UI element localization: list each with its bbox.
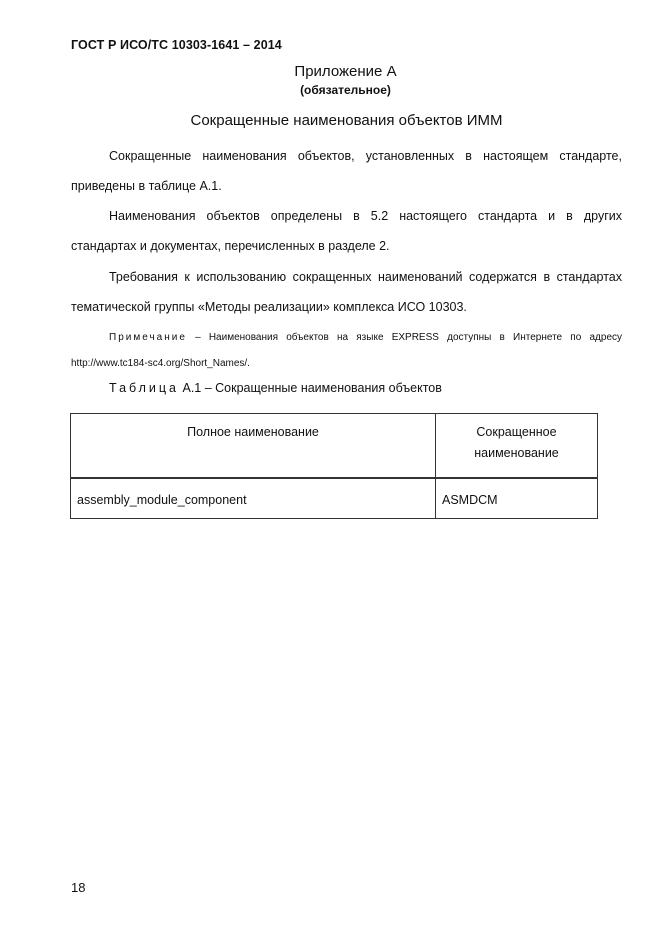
table-caption-text: А.1 – Сокращенные наименования объектов xyxy=(182,381,442,395)
table-header-row xyxy=(71,414,598,479)
appendix-subtitle: (обязательное) xyxy=(300,83,391,97)
note-label: Примечание xyxy=(109,332,187,343)
paragraph-2-text: Наименования объектов определены в 5.2 настоящего стандарта и в других стандартах и документах, перечисленных в разделе 2. xyxy=(71,209,622,253)
paragraph-3-text: Требования к использованию сокращенных наименований содержатся в стандартах тематической группы «Методы реализации» комплекса ИСО 10303. xyxy=(71,270,622,314)
appendix-title: Приложение А xyxy=(294,63,397,80)
table-header-full-name: Полное наименование xyxy=(71,414,436,479)
paragraph-2 xyxy=(71,201,622,261)
note xyxy=(71,325,622,377)
table-caption-label: Таблица xyxy=(109,381,180,395)
paragraph-1 xyxy=(71,141,622,201)
table-header-short-name: Сокращенное наименование xyxy=(436,414,598,479)
document-header: ГОСТ Р ИСО/ТС 10303-1641 – 2014 xyxy=(71,38,282,52)
table-caption xyxy=(109,381,442,395)
section-title: Сокращенные наименования объектов ИММ xyxy=(190,112,503,129)
table-cell-short-name: ASMDCM xyxy=(436,478,598,518)
paragraph-1-text: Сокращенные наименования объектов, установленных в настоящем стандарте, приведены в таблице А.1. xyxy=(71,149,622,193)
paragraph-3 xyxy=(71,262,622,322)
page-number: 18 xyxy=(71,880,86,895)
table-row xyxy=(71,478,598,518)
table-cell-full-name: assembly_module_component xyxy=(71,478,436,518)
note-text: – Наименования объектов на языке EXPRESS доступны в Интернете по адресу http://www.tc184-sc4.org/Short_Names/. xyxy=(71,332,622,369)
objects-table xyxy=(70,413,598,519)
